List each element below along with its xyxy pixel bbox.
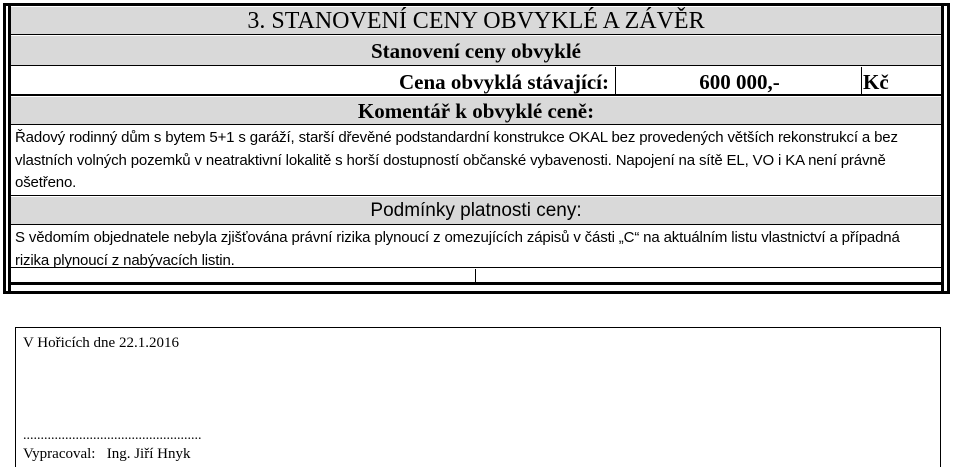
frame-inner-right-border	[941, 6, 944, 292]
place-date: V Hořicích dne 22.1.2016	[23, 335, 179, 351]
prepared-by: Vypracoval: Ing. Jiří Hnyk	[23, 446, 191, 462]
comment-body	[11, 126, 941, 196]
conditions-body	[11, 226, 941, 268]
conditions-heading-row	[11, 197, 941, 225]
comment-text: Řadový rodinný dům s bytem 5+1 s garáží, starší dřevěné podstandardní konstrukce OKAL bez provedených větších rekonstrukcí a bez vlastních volných pozemků v neatraktivní lokalitě s horší dostupností občanské vybavenosti. Napojení na sítě EL, VO i KA není právně ošetřeno.	[15, 129, 898, 191]
signature-line: ...................................................	[23, 428, 202, 443]
section-title-row	[11, 7, 941, 35]
empty-row	[11, 269, 941, 282]
price-value: 600 000,-	[699, 70, 780, 94]
price-row	[11, 67, 941, 96]
conditions-text: S vědomím objednatele nebyla zjišťována právní rizika plynoucí z omezujících zápisů v části „C“ na aktuálním listu vlastnictví a případná rizika plynoucí z nabývacích listin.	[15, 229, 900, 269]
currency-divider	[861, 67, 862, 96]
comment-heading-row	[11, 97, 941, 125]
signature-box	[15, 327, 941, 467]
comment-heading: Komentář k obvyklé ceně:	[357, 99, 595, 123]
price-currency: Kč	[863, 70, 889, 94]
subtitle: Stanovení ceny obvyklé	[370, 39, 582, 63]
subtitle-row	[11, 36, 941, 66]
empty-row-divider	[475, 269, 476, 282]
conditions-heading: Podmínky platnosti ceny:	[370, 200, 582, 221]
section-title: 3. STANOVENÍ CENY OBVYKLÉ A ZÁVĚR	[247, 8, 705, 34]
frame-inner-bottom-border	[10, 282, 943, 285]
price-label: Cena obvyklá stávající:	[399, 70, 609, 94]
